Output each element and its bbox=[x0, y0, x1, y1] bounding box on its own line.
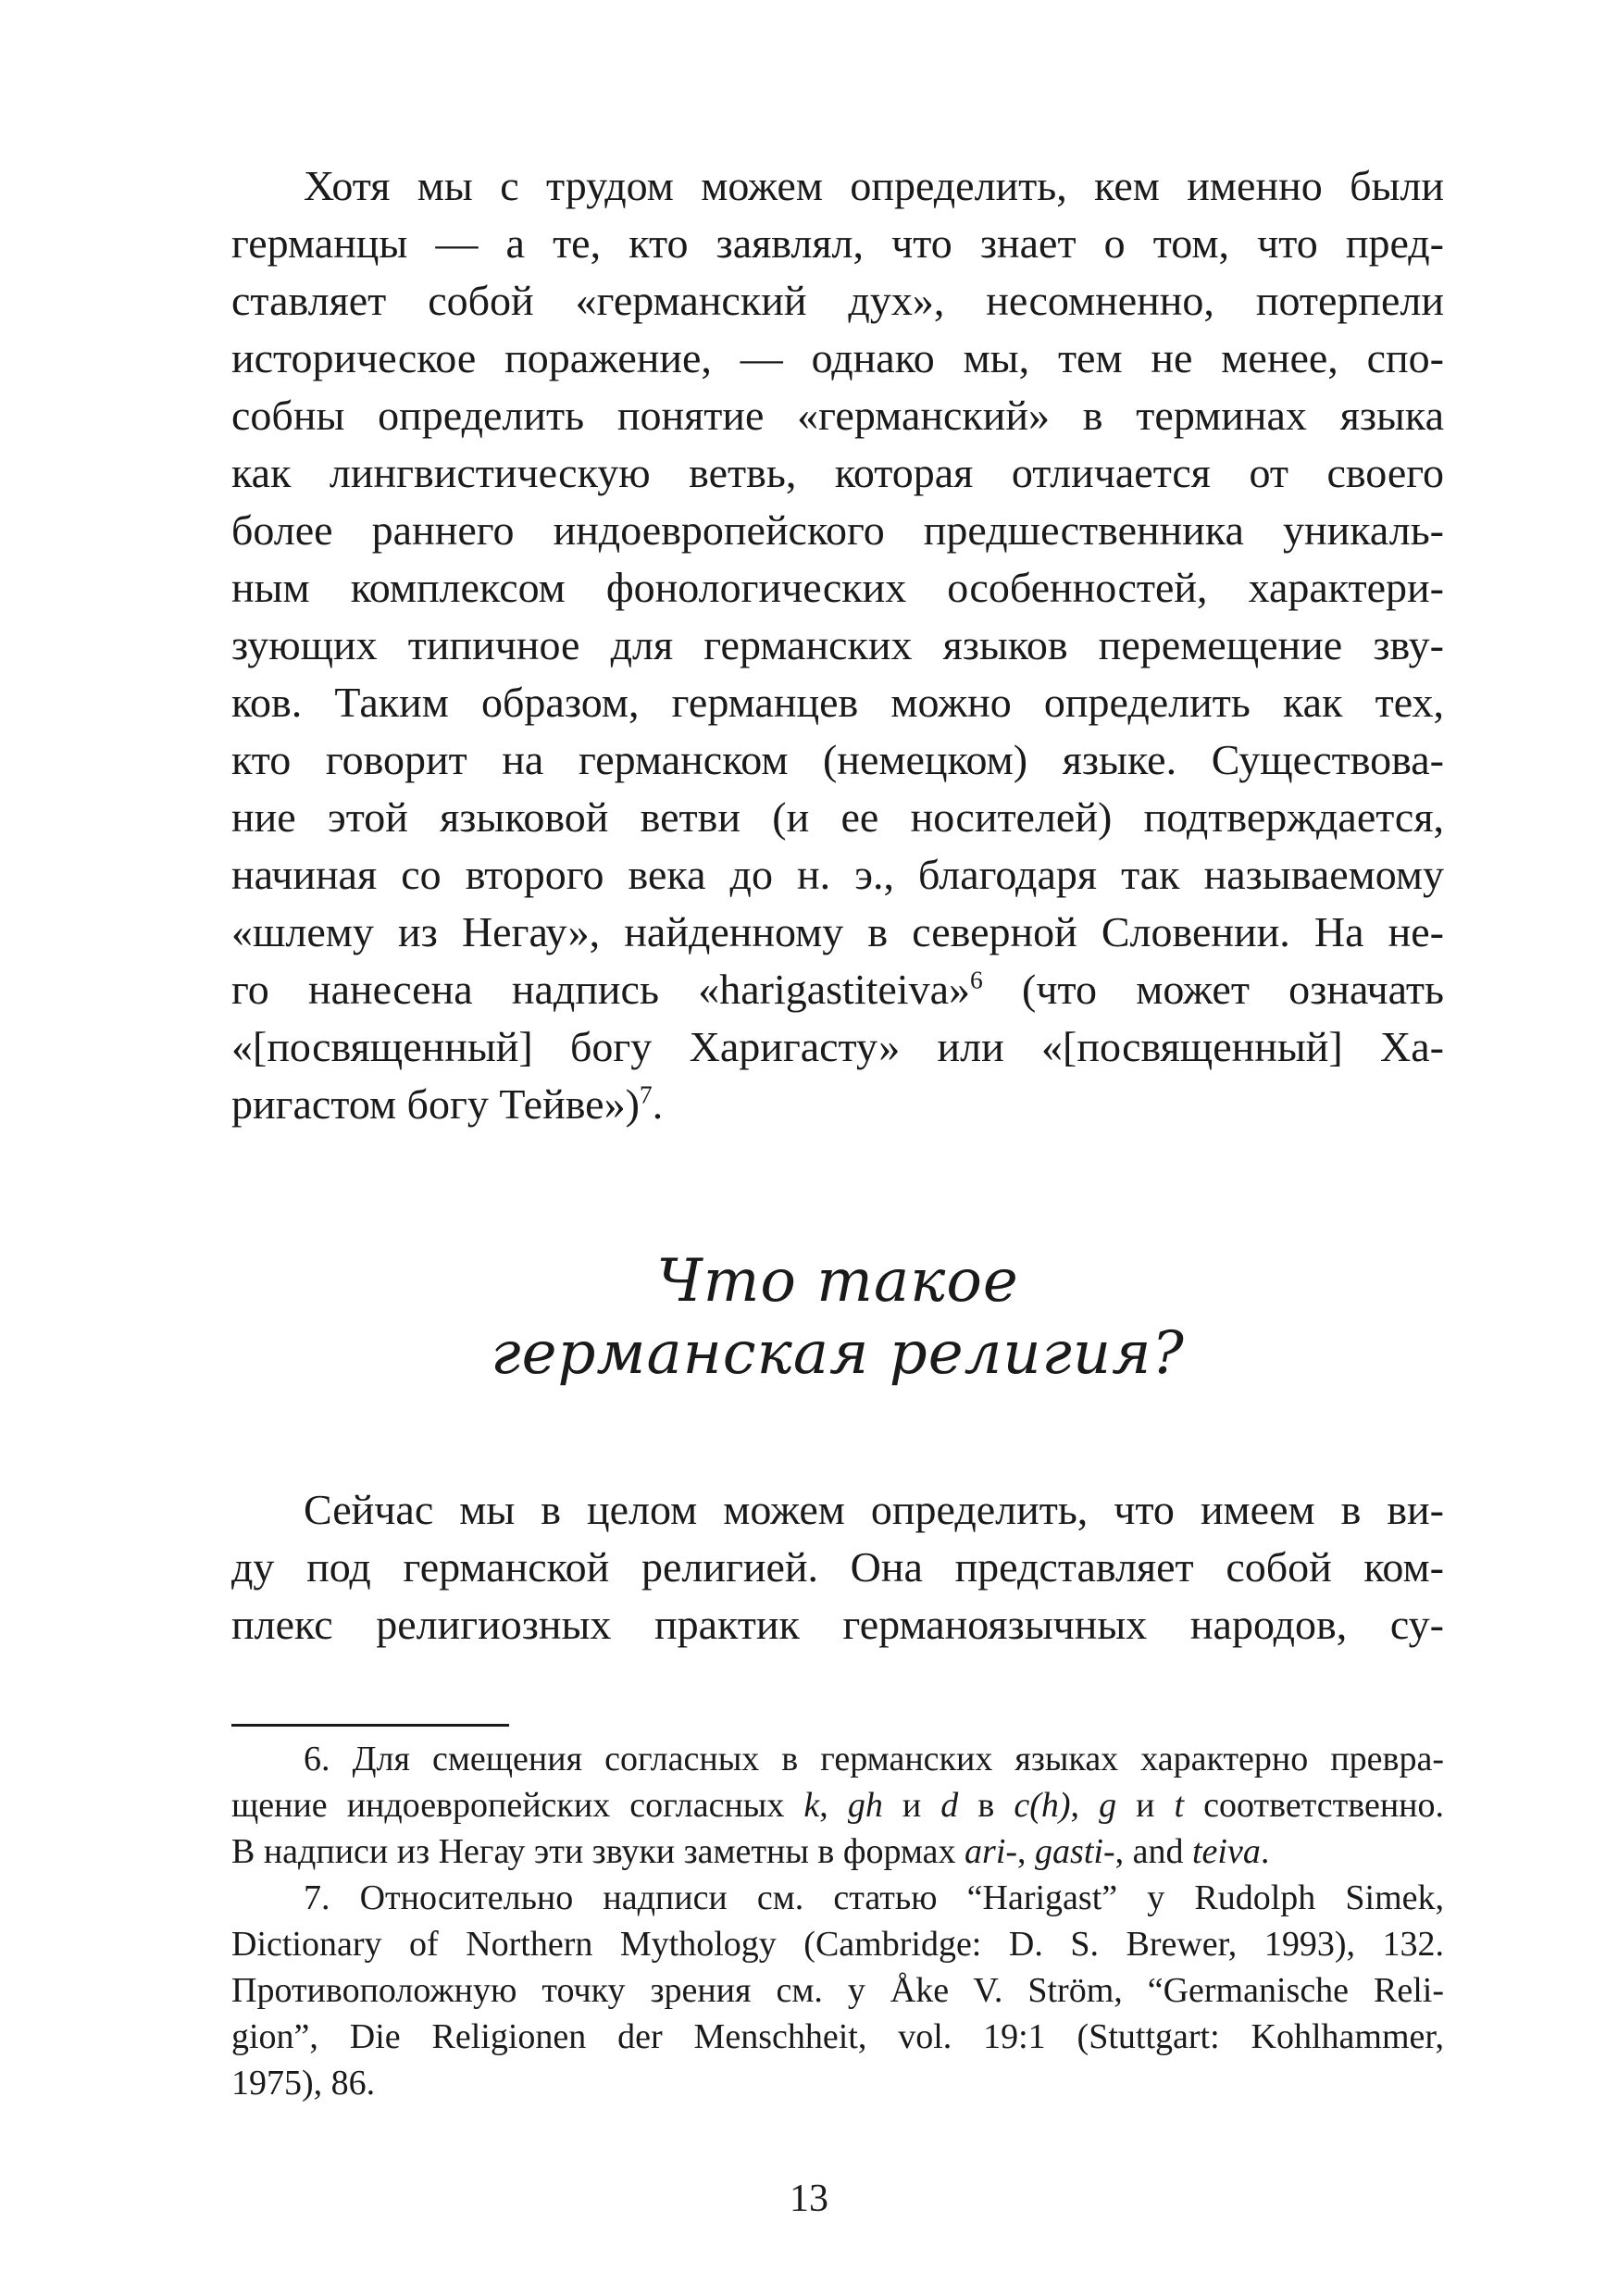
footnote-italic: gasti- bbox=[1035, 1832, 1115, 1871]
section-heading-line-1: Что такое bbox=[656, 1247, 1019, 1316]
paragraph-1-line: «[посвященный] богу Харигасту» или «[посвященный] Ха- bbox=[231, 1023, 1444, 1070]
footnote-text: В надписи из Негау эти звуки заметны в формах bbox=[231, 1832, 965, 1871]
section-heading bbox=[231, 1245, 1444, 1390]
paragraph-1-line: «шлему из Негау», найденному в северной Словении. На не- bbox=[231, 908, 1444, 955]
paragraph-1-line: ние этой языковой ветви (и ее носителей) подтверждается, bbox=[231, 793, 1444, 841]
paragraph-1-line bbox=[231, 961, 1444, 1018]
footnote-line: 7. Относительно надписи см. статью “Harigast” у Rudolph Simek, bbox=[304, 1878, 1444, 1917]
paragraph-1-line bbox=[231, 1076, 1444, 1133]
footnote-italic: teiva bbox=[1191, 1832, 1261, 1871]
footnote-text: , bbox=[1070, 1786, 1100, 1825]
footnote-text: . bbox=[1260, 1832, 1270, 1871]
footnote-text: , bbox=[819, 1786, 848, 1825]
section-heading-line-2: германская религия? bbox=[491, 1319, 1185, 1388]
footnote-italic: c(h) bbox=[1014, 1786, 1071, 1825]
paragraph-1-line: Хотя мы с трудом можем определить, кем именно были bbox=[304, 162, 1444, 209]
paragraph-1 bbox=[231, 157, 1444, 1133]
footnote-line bbox=[231, 1828, 1444, 1875]
footnote-line bbox=[231, 1782, 1444, 1828]
line-text: ригастом богу Тейве») bbox=[231, 1080, 640, 1128]
paragraph-1-line: собны определить понятие «германский» в терминах языка bbox=[231, 392, 1444, 439]
paragraph-2-line: Сейчас мы в целом можем определить, что имеем в ви- bbox=[304, 1486, 1444, 1533]
footnote-italic: gh bbox=[847, 1786, 883, 1825]
footnote-line: 1975), 86. bbox=[231, 2064, 376, 2103]
paragraph-1-line: ным комплексом фонологических особенностей, характери- bbox=[231, 564, 1444, 611]
footnote-italic: g bbox=[1099, 1786, 1117, 1825]
paragraph-2 bbox=[231, 1481, 1444, 1653]
footnotes bbox=[231, 1736, 1444, 2106]
line-text: . bbox=[652, 1080, 664, 1128]
line-text: го нанесена надпись «harigastiteiva» bbox=[231, 966, 970, 1013]
footnote-text: , bbox=[1017, 1832, 1036, 1871]
paragraph-1-line: зующих типичное для германских языков перемещение зву- bbox=[231, 621, 1444, 668]
paragraph-1-line: историческое поражение, — однако мы, тем не менее, спо- bbox=[231, 334, 1444, 381]
footnote-text: в bbox=[958, 1786, 1014, 1825]
footnote-6 bbox=[231, 1736, 1444, 1875]
paragraph-1-line: как лингвистическую ветвь, которая отличается от своего bbox=[231, 449, 1444, 496]
footnote-italic: k bbox=[803, 1786, 820, 1825]
footnote-line: 6. Для смещения согласных в германских языках характерно превра- bbox=[304, 1740, 1444, 1778]
footnote-line: gion”, Die Religionen der Menschheit, vol. 19:1 (Stuttgart: Kohlhammer, bbox=[231, 2017, 1444, 2056]
footnote-divider bbox=[231, 1724, 509, 1727]
footnote-7 bbox=[231, 1875, 1444, 2106]
footnote-line: Противоположную точку зрения см. у Åke V. Ström, “Germanische Reli- bbox=[231, 1971, 1444, 2010]
footnote-line: Dictionary of Northern Mythology (Cambridge: D. S. Brewer, 1993), 132. bbox=[231, 1925, 1444, 1964]
paragraph-2-line: ду под германской религией. Она представляет собой ком- bbox=[231, 1543, 1444, 1591]
footnote-text: соответственно. bbox=[1184, 1786, 1445, 1825]
paragraph-1-line: более раннего индоевропейского предшественника уникаль- bbox=[231, 506, 1444, 554]
footnote-text: щение индоевропейских согласных bbox=[231, 1786, 804, 1825]
line-text: (что может означать bbox=[982, 966, 1444, 1013]
footnote-italic: ari- bbox=[965, 1832, 1018, 1871]
footnote-text: и bbox=[882, 1786, 941, 1825]
paragraph-1-line: кто говорит на германском (немецком) языке. Существова- bbox=[231, 736, 1444, 783]
paragraph-1-line: начиная со второго века до н. э., благодаря так называемому bbox=[231, 851, 1444, 898]
footnote-ref-7[interactable]: 7 bbox=[639, 1079, 653, 1109]
page-number: 13 bbox=[790, 2177, 828, 2220]
footnote-ref-6[interactable]: 6 bbox=[970, 965, 983, 994]
paragraph-2-line: плекс религиозных практик германоязычных народов, су- bbox=[231, 1601, 1444, 1648]
paragraph-1-line: ков. Таким образом, германцев можно определить как тех, bbox=[231, 679, 1444, 726]
paragraph-1-line: ставляет собой «германский дух», несомненно, потерпели bbox=[231, 277, 1444, 324]
paragraph-1-line: германцы — а те, кто заявлял, что знает о том, что пред- bbox=[231, 219, 1444, 267]
footnote-italic: t bbox=[1174, 1786, 1185, 1825]
footnote-text: , and bbox=[1114, 1832, 1192, 1871]
footnote-text: и bbox=[1116, 1786, 1175, 1825]
footnote-italic: d bbox=[940, 1786, 959, 1825]
